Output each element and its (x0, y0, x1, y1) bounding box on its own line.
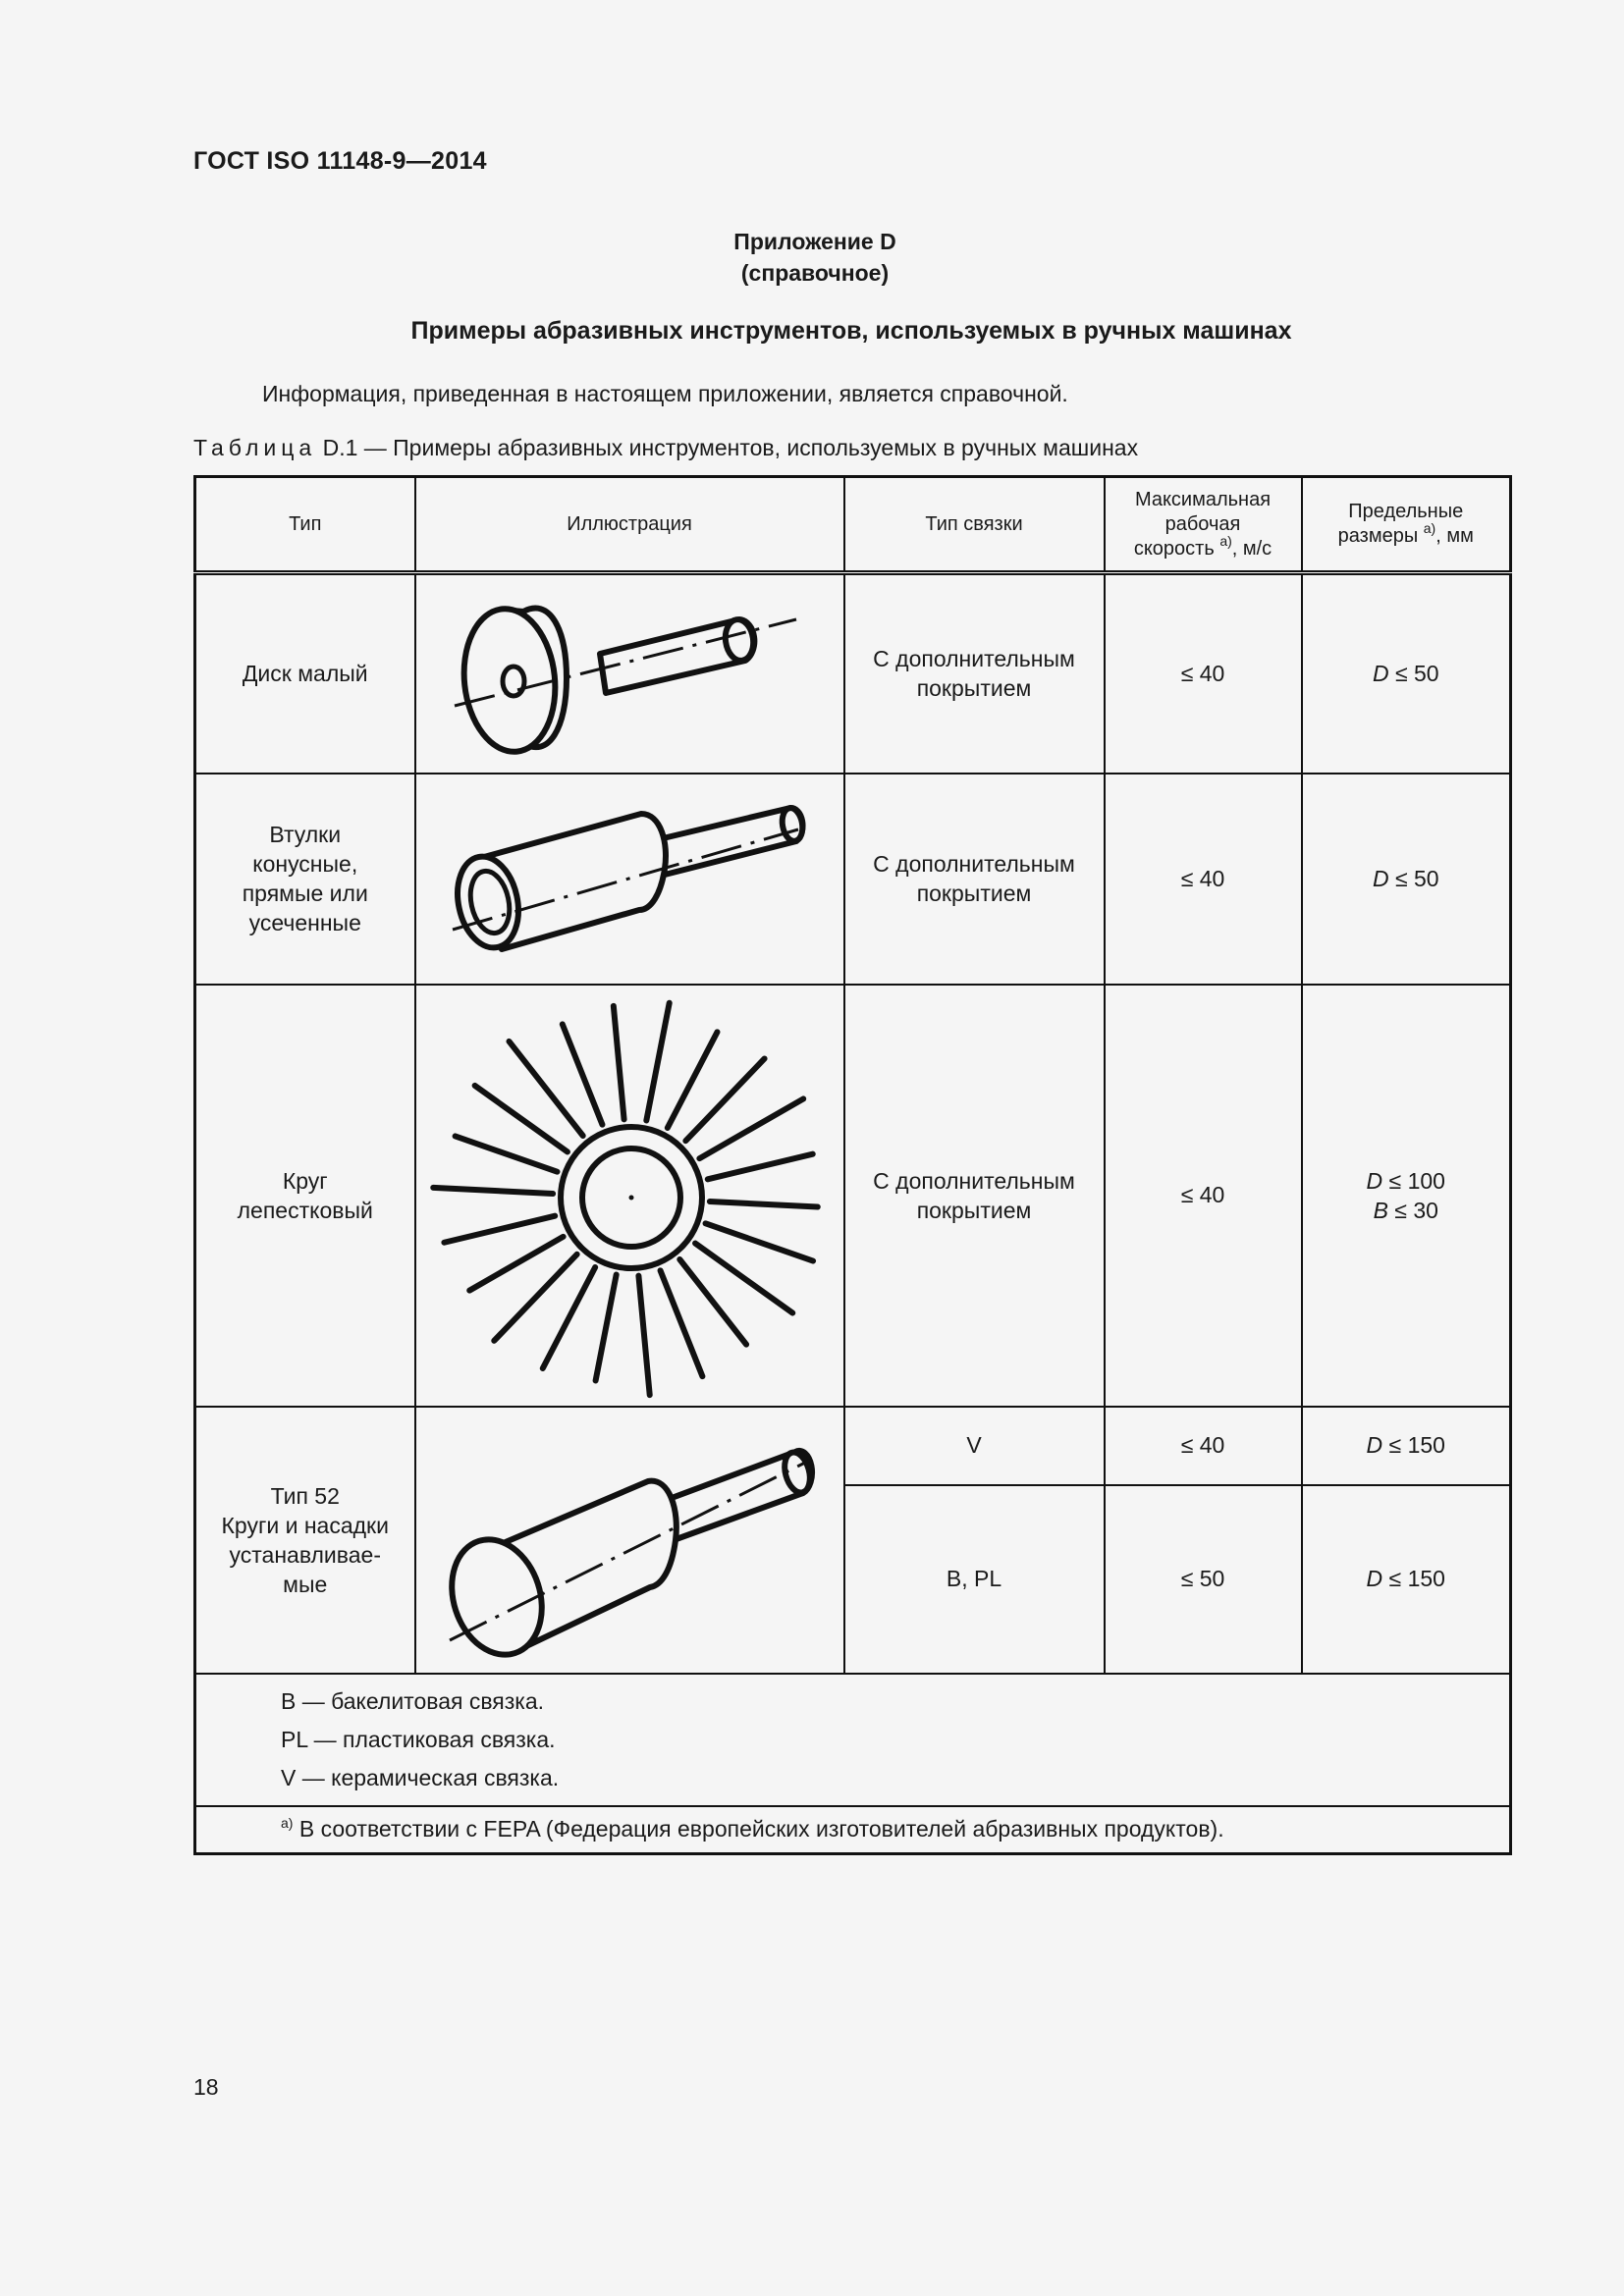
size-line-2 (1309, 1196, 1504, 1225)
header-illustration: Иллюстрация (415, 477, 844, 573)
cell-speed: ≤ 40 (1105, 1407, 1302, 1485)
cell-speed: ≤ 50 (1105, 1485, 1302, 1674)
flap-petal (638, 1275, 649, 1394)
footnote-text: В соответствии с FEPA (Федерация европейских изготовителей абразивных продуктов). (293, 1816, 1224, 1842)
appendix-title: Приложение D (733, 229, 896, 254)
size-value: ≤ 150 (1382, 1566, 1445, 1591)
appendix-heading (0, 226, 1624, 289)
header-speed-l2: рабочая (1164, 512, 1241, 535)
cell-bond (844, 573, 1105, 774)
cell-speed: ≤ 40 (1105, 985, 1302, 1407)
table-row (195, 1407, 1511, 1485)
table-caption (193, 435, 1138, 461)
table-header-row (195, 477, 1511, 573)
size-value: ≤ 30 (1387, 1197, 1438, 1223)
flap-wheel-icon (423, 989, 836, 1402)
type-line-3: устанавливае- (229, 1541, 381, 1568)
header-size-l1: Предельные (1348, 501, 1464, 522)
mounted-wheel-icon (428, 1413, 831, 1668)
document-code: ГОСТ ISO 11148-9—2014 (193, 147, 487, 175)
cell-size (1302, 1407, 1511, 1485)
table-caption-label: Таблица (193, 435, 317, 460)
flap-petal (444, 1215, 555, 1242)
header-speed (1105, 477, 1302, 573)
cell-size (1302, 774, 1511, 985)
notes-row (195, 1674, 1511, 1806)
cell-type (195, 774, 415, 985)
flap-petal (433, 1187, 553, 1193)
type-line-2: Круги и насадки (221, 1512, 389, 1538)
footnote-cell (195, 1806, 1511, 1854)
flap-petal (708, 1153, 813, 1179)
note-ceramic: V — керамическая связка. (281, 1764, 560, 1790)
cell-speed: ≤ 40 (1105, 774, 1302, 985)
bond-line-1: С дополнительным (873, 1167, 1075, 1194)
type-line-1: Круг (282, 1167, 328, 1194)
type-line-1: Тип 52 (270, 1482, 340, 1509)
flap-petal (563, 1024, 603, 1124)
cell-size (1302, 1485, 1511, 1674)
header-size-footnote-ref: а) (1423, 520, 1436, 536)
size-value: ≤ 150 (1382, 1432, 1445, 1458)
size-variable: D (1366, 1566, 1383, 1591)
cell-illustration (415, 774, 844, 985)
bond-line-1: С дополнительным (873, 646, 1075, 672)
footnote-row (195, 1806, 1511, 1854)
table-row (195, 774, 1511, 985)
flap-petal (646, 1002, 669, 1120)
small-disc-icon (433, 580, 826, 767)
header-size-l2: размеры (1337, 525, 1419, 547)
appendix-subtitle: (справочное) (740, 260, 890, 286)
cell-bond (844, 774, 1105, 985)
bond-line-2: покрытием (916, 675, 1032, 702)
header-speed-unit: , м/с (1231, 537, 1272, 560)
table-caption-text: D.1 — Примеры абразивных инструментов, используемых в ручных машинах (322, 435, 1139, 460)
flap-petal (614, 1005, 624, 1119)
type-line-2: конусные, (252, 851, 358, 877)
header-speed-l3: скорость (1133, 537, 1215, 560)
cell-bond (844, 985, 1105, 1407)
header-speed-l1: Максимальная (1134, 488, 1272, 510)
section-title: Примеры абразивных инструментов, используемых в ручных машинах (410, 317, 1292, 345)
bond-line-2: покрытием (916, 1197, 1032, 1223)
flap-petal (456, 1136, 558, 1171)
cell-illustration (415, 985, 844, 1407)
size-variable: D (1366, 1167, 1383, 1194)
type-line-2: лепестковый (237, 1197, 373, 1223)
cell-size (1302, 985, 1511, 1407)
cell-illustration (415, 573, 844, 774)
page-number: 18 (193, 2074, 219, 2100)
size-value: ≤ 50 (1388, 865, 1439, 891)
bond-line-2: покрытием (916, 881, 1032, 906)
note-bakelite: B — бакелитовая связка. (281, 1687, 545, 1714)
cell-type (195, 1407, 415, 1674)
size-line-1 (1309, 1166, 1504, 1196)
header-speed-footnote-ref: а) (1219, 532, 1232, 549)
size-variable: D (1372, 660, 1389, 686)
notes-cell (195, 1674, 1511, 1806)
header-size (1302, 477, 1511, 573)
cell-speed: ≤ 40 (1105, 573, 1302, 774)
cell-illustration (415, 1407, 844, 1674)
note-plastic: PL — пластиковая связка. (281, 1726, 556, 1752)
bond-line-1: С дополнительным (873, 851, 1075, 877)
flap-petal (661, 1270, 703, 1376)
cell-size (1302, 573, 1511, 774)
flap-petal (710, 1201, 818, 1205)
type-line-3: прямые или (242, 881, 368, 906)
cell-bond: B, PL (844, 1485, 1105, 1674)
type-line-4: мые (283, 1571, 328, 1597)
header-size-unit: , мм (1435, 525, 1474, 547)
header-bond: Тип связки (844, 477, 1105, 573)
table-row (195, 573, 1511, 774)
size-variable: D (1372, 865, 1389, 891)
sleeve-icon (433, 780, 826, 977)
type-line-1: Втулки (269, 822, 342, 847)
size-value: ≤ 50 (1388, 660, 1439, 686)
header-type: Тип (195, 477, 415, 573)
flap-petal (596, 1274, 617, 1380)
size-value: ≤ 100 (1382, 1167, 1445, 1194)
footnote-mark: а) (281, 1815, 294, 1831)
type-line-4: усеченные (248, 910, 361, 935)
size-variable: D (1366, 1432, 1383, 1458)
cell-bond: V (844, 1407, 1105, 1485)
size-variable: B (1373, 1197, 1388, 1223)
cell-type: Диск малый (195, 573, 415, 774)
cell-type (195, 985, 415, 1407)
intro-paragraph: Информация, приведенная в настоящем приложении, является справочной. (262, 381, 1068, 406)
flap-petal (706, 1223, 814, 1260)
abrasive-tools-table (193, 475, 1512, 1855)
table-row (195, 985, 1511, 1407)
